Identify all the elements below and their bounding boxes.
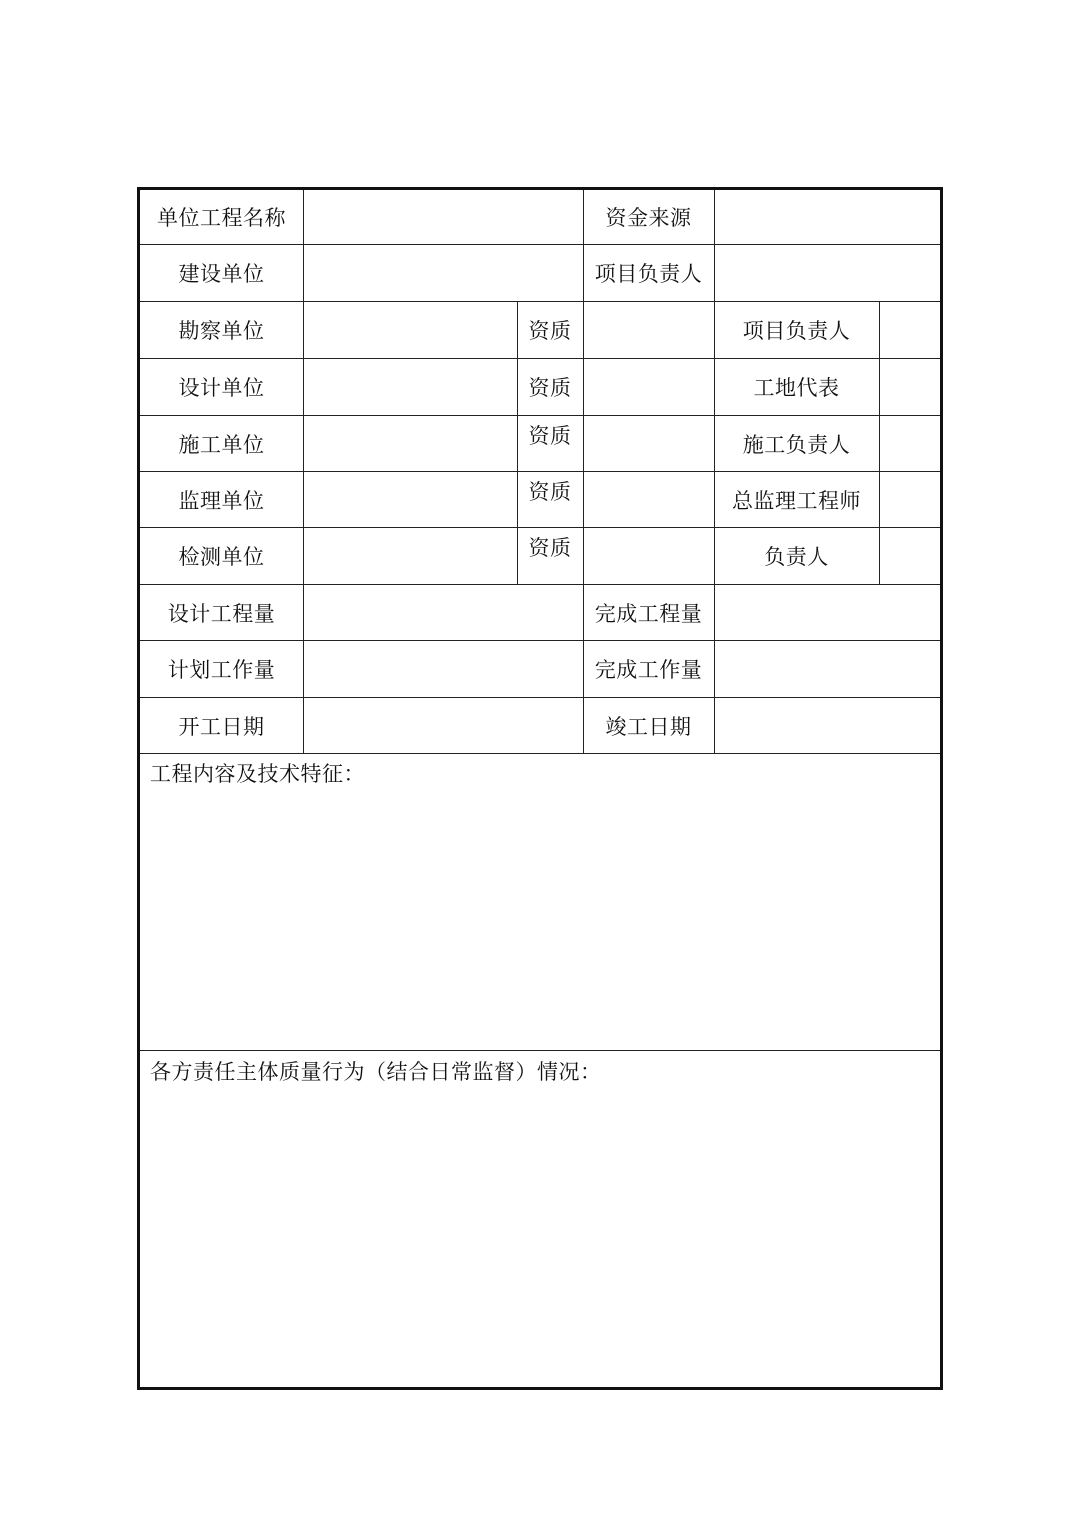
site-representative-field[interactable] xyxy=(880,359,940,415)
completed-quantity-field[interactable] xyxy=(715,585,940,640)
label-survey-unit: 勘察单位 xyxy=(178,319,265,343)
planned-workload-field[interactable] xyxy=(304,641,583,697)
construction-manager-field[interactable] xyxy=(880,416,940,471)
testing-qualification-field[interactable] xyxy=(584,528,714,584)
completed-workload-field[interactable] xyxy=(715,641,940,697)
testing-unit-field[interactable] xyxy=(304,528,517,584)
label-construction-owner: 建设单位 xyxy=(178,262,265,286)
construction-unit-field[interactable] xyxy=(304,416,517,471)
project-name-field[interactable] xyxy=(304,190,583,244)
section-label-responsible-parties: 各方责任主体质量行为（结合日常监督）情况： xyxy=(150,1060,602,1084)
label-planned-workload: 计划工作量 xyxy=(167,658,276,682)
label-testing-qualification: 资质 xyxy=(528,536,572,560)
label-survey-qualification: 资质 xyxy=(528,319,572,343)
label-testing-manager: 负责人 xyxy=(764,545,829,569)
owner-project-manager-field[interactable] xyxy=(715,245,940,301)
design-unit-field[interactable] xyxy=(304,359,517,415)
label-site-representative: 工地代表 xyxy=(753,376,840,400)
label-completed-workload: 完成工作量 xyxy=(594,658,703,682)
chief-supervisor-field[interactable] xyxy=(880,472,940,527)
construction-owner-field[interactable] xyxy=(304,245,583,301)
construction-qualification-field[interactable] xyxy=(584,416,714,471)
project-content-textarea[interactable] xyxy=(140,790,940,1048)
completion-date-field[interactable] xyxy=(715,698,940,753)
label-completed-quantity: 完成工程量 xyxy=(594,601,703,626)
label-start-date: 开工日期 xyxy=(178,714,265,739)
label-survey-project-manager: 项目负责人 xyxy=(742,319,851,343)
label-design-quantity: 设计工程量 xyxy=(167,601,276,626)
label-testing-unit: 检测单位 xyxy=(178,545,265,569)
label-design-qualification: 资质 xyxy=(528,376,572,400)
label-completion-date: 竣工日期 xyxy=(605,714,692,739)
label-design-unit: 设计单位 xyxy=(178,376,265,400)
survey-project-manager-field[interactable] xyxy=(880,302,940,358)
label-supervision-unit: 监理单位 xyxy=(178,488,265,513)
inspection-form-table xyxy=(137,187,943,1390)
label-construction-manager: 施工负责人 xyxy=(742,432,851,457)
design-qualification-field[interactable] xyxy=(584,359,714,415)
start-date-field[interactable] xyxy=(304,698,583,753)
responsible-parties-textarea[interactable] xyxy=(140,1088,940,1386)
label-supervision-qualification: 资质 xyxy=(528,480,572,504)
supervision-qualification-field[interactable] xyxy=(584,472,714,527)
survey-unit-field[interactable] xyxy=(304,302,517,358)
section-label-project-content: 工程内容及技术特征： xyxy=(150,762,365,786)
label-chief-supervisor: 总监理工程师 xyxy=(732,488,861,513)
label-construction-unit: 施工单位 xyxy=(178,432,265,457)
funding-source-field[interactable] xyxy=(715,190,940,244)
survey-qualification-field[interactable] xyxy=(584,302,714,358)
label-construction-qualification: 资质 xyxy=(528,424,572,448)
row-divider xyxy=(140,753,940,754)
section-divider xyxy=(140,1050,940,1051)
label-owner-project-manager: 项目负责人 xyxy=(594,262,703,286)
supervision-unit-field[interactable] xyxy=(304,472,517,527)
label-project-name: 单位工程名称 xyxy=(157,206,286,230)
testing-manager-field[interactable] xyxy=(880,528,940,584)
design-quantity-field[interactable] xyxy=(304,585,583,640)
label-funding-source: 资金来源 xyxy=(605,206,692,230)
